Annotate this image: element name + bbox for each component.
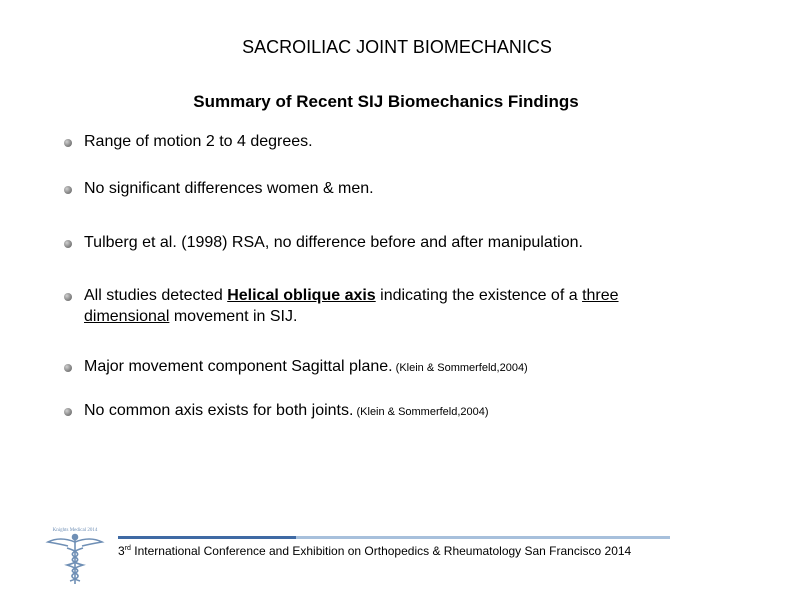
footer-ordinal: 3: [118, 544, 125, 558]
bullet-text: [68, 356, 698, 379]
bullet-main-text: No common axis exists for both joints.: [84, 402, 354, 419]
bullet-item: [68, 232, 698, 253]
caduceus-icon: [40, 522, 110, 588]
footer-ordinal-suffix: rd: [124, 545, 131, 552]
logo-caption: Knights Medical 2014: [52, 528, 98, 533]
citation: (Klein & Sommerfeld,2004): [392, 362, 528, 374]
bullet-dot-icon: [64, 240, 72, 248]
conference-logo: [40, 522, 110, 588]
bullet-dot-icon: [64, 293, 72, 301]
bullet-item: [68, 285, 698, 327]
bullet-dot-icon: [64, 186, 72, 194]
bullet-text-part: indicating the existence of a: [375, 287, 583, 304]
footer-conference: International Conference and Exhibition on Orthopedics & Rheumatology San Francisco 2014: [130, 544, 632, 558]
bullet-text-part: movement in SIJ.: [169, 308, 298, 325]
page-subtitle: Summary of Recent SIJ Biomechanics Findings: [193, 92, 579, 111]
bullet-text-part: All studies detected: [84, 287, 228, 304]
bullet-dot-icon: [64, 139, 72, 147]
footer-text: [118, 544, 718, 558]
page-title: SACROILIAC JOINT BIOMECHANICS: [242, 37, 552, 57]
bullet-dot-icon: [64, 364, 72, 372]
helical-axis-text: Helical oblique axis: [227, 287, 376, 304]
bullet-text: [68, 400, 698, 423]
three-dimensional-text: three dimensional: [84, 287, 619, 325]
bullet-item: [68, 131, 698, 152]
bullet-main-text: Major movement component Sagittal plane.: [84, 358, 393, 375]
bullet-item: [68, 178, 698, 199]
bullet-text: Tulberg et al. (1998) RSA, no difference before and after manipulation.: [84, 234, 583, 251]
bullet-text: No significant differences women & men.: [84, 180, 374, 197]
footer-divider-accent: [118, 536, 296, 539]
bullet-text: Range of motion 2 to 4 degrees.: [84, 133, 313, 150]
bullet-dot-icon: [64, 408, 72, 416]
bullet-item: [68, 400, 698, 423]
citation: (Klein & Sommerfeld,2004): [353, 406, 489, 418]
bullet-text: [68, 285, 698, 327]
bullet-item: [68, 356, 698, 379]
